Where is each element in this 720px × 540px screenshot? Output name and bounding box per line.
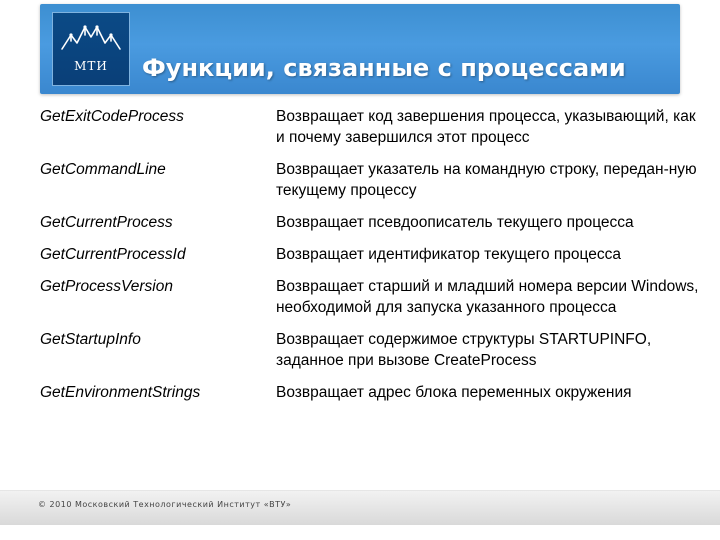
table-row bbox=[40, 159, 700, 212]
function-name: GetExitCodeProcess bbox=[40, 108, 184, 125]
table-row bbox=[40, 382, 700, 414]
function-description: Возвращает псевдоописатель текущего процесса bbox=[276, 214, 634, 231]
functions-table bbox=[40, 106, 700, 414]
functions-table-body bbox=[40, 106, 700, 414]
logo-text: МТИ bbox=[74, 59, 108, 73]
function-name: GetCurrentProcessId bbox=[40, 246, 186, 263]
mountains-icon bbox=[59, 19, 123, 59]
function-name: GetEnvironmentStrings bbox=[40, 384, 201, 401]
table-row bbox=[40, 329, 700, 382]
function-description: Возвращает код завершения процесса, указывающий, как и почему завершился этот процесс bbox=[276, 108, 696, 146]
function-description: Возвращает старший и младший номера версии Windows, необходимой для запуска указанного процесса bbox=[276, 278, 699, 316]
table-row bbox=[40, 212, 700, 244]
footer-copyright: © 2010 Московский Технологический Институт «ВТУ» bbox=[38, 500, 292, 509]
function-name: GetStartupInfo bbox=[40, 331, 141, 348]
table-row bbox=[40, 106, 700, 159]
slide-header bbox=[40, 4, 680, 94]
function-description: Возвращает содержимое структуры STARTUPINFO, заданное при вызове CreateProcess bbox=[276, 331, 652, 369]
function-description: Возвращает указатель на командную строку, передан-ную текущему процессу bbox=[276, 161, 697, 199]
table-row bbox=[40, 244, 700, 276]
function-name: GetProcessVersion bbox=[40, 278, 173, 295]
function-name: GetCurrentProcess bbox=[40, 214, 173, 231]
table-row bbox=[40, 276, 700, 329]
slide-title: Функции, связанные с процессами bbox=[142, 54, 626, 82]
function-description: Возвращает адрес блока переменных окружения bbox=[276, 384, 632, 401]
function-description: Возвращает идентификатор текущего процесса bbox=[276, 246, 621, 263]
mti-logo bbox=[52, 12, 130, 86]
slide-footer bbox=[0, 490, 720, 525]
function-name: GetCommandLine bbox=[40, 161, 166, 178]
